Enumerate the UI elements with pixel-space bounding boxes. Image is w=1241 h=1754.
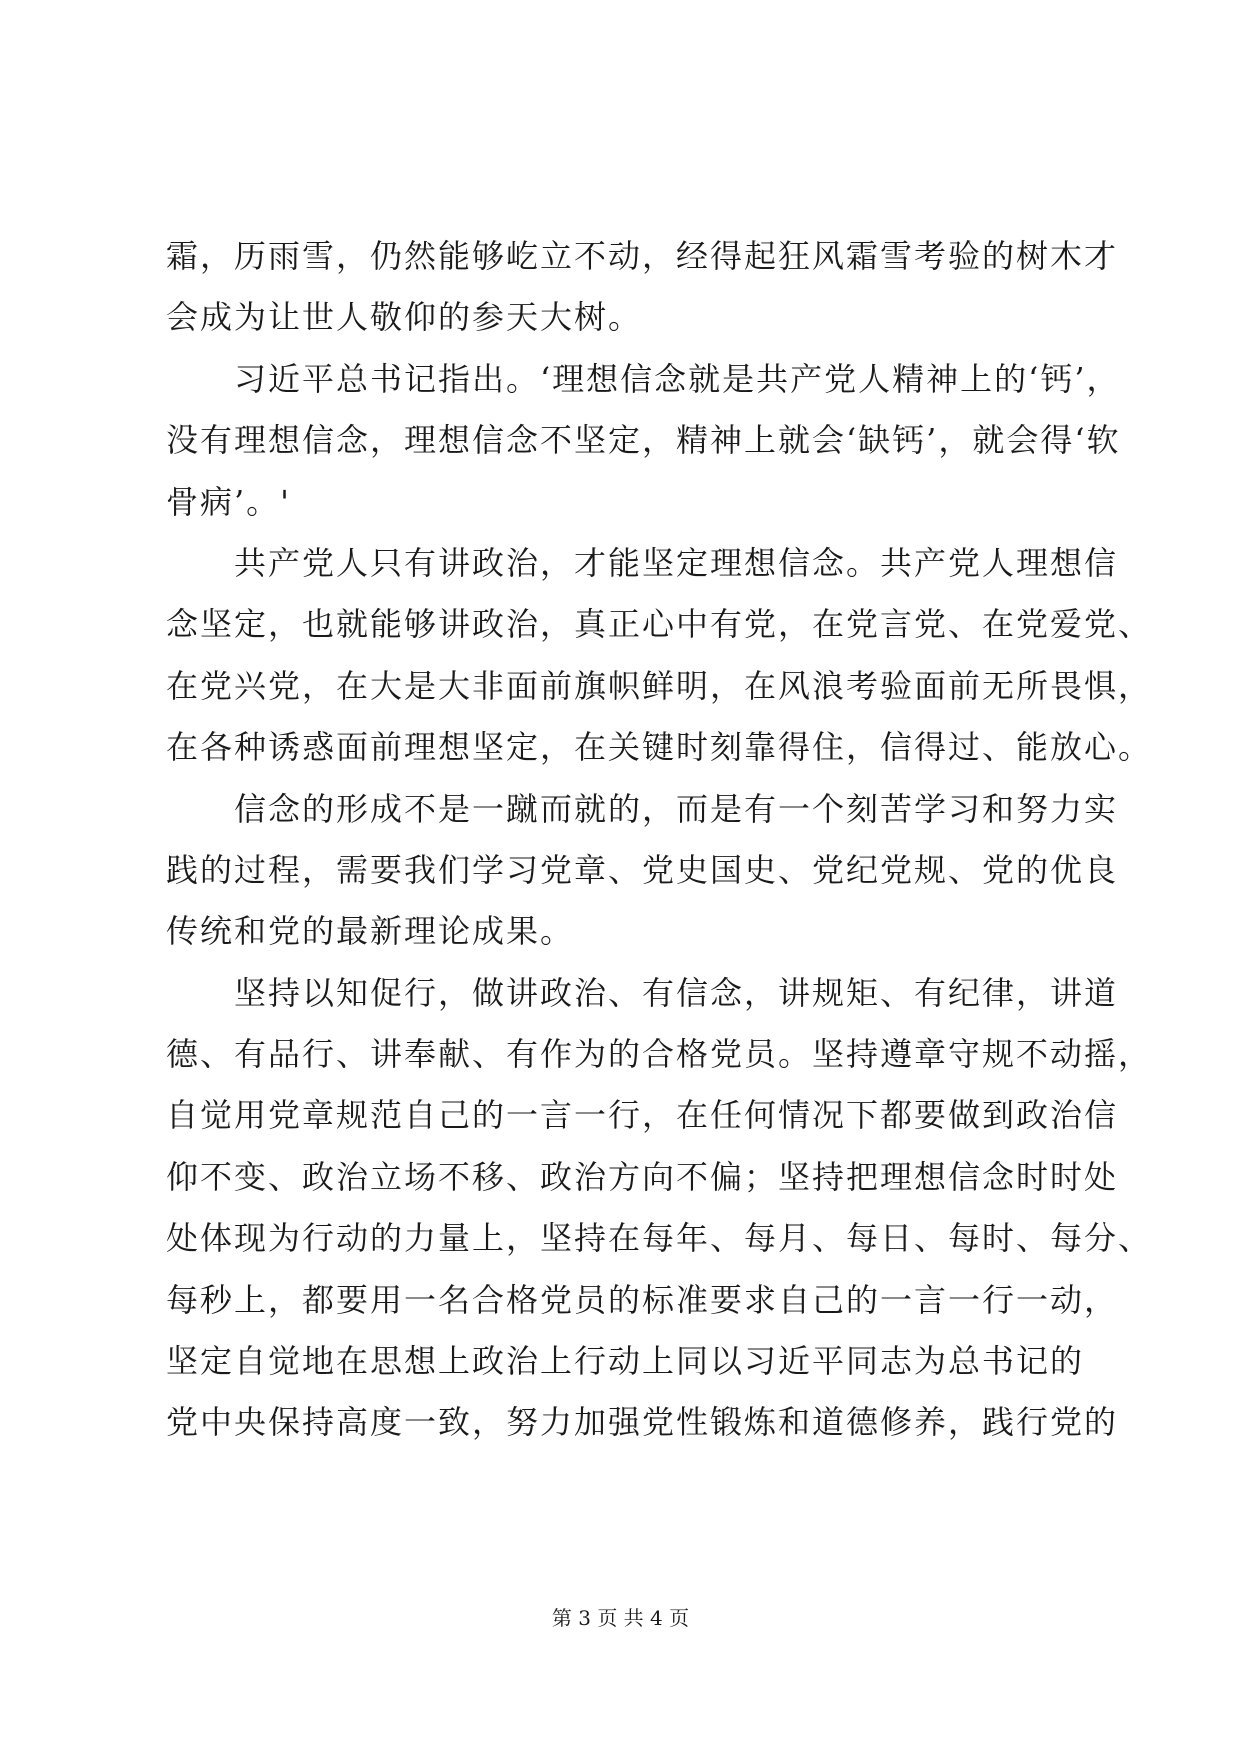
- text-line: 自觉用党章规范自己的一言一行，在任何情况下都要做到政治信: [166, 1096, 1119, 1135]
- text-line: 坚定自觉地在思想上政治上行动上同以习近平同志为总书记的: [166, 1342, 1085, 1381]
- text-line: 骨病’。': [166, 482, 291, 521]
- text-line: 仰不变、政治立场不移、政治方向不偏；坚持把理想信念时时处: [166, 1157, 1119, 1196]
- page-number-label: 第 3 页 共 4 页: [551, 1606, 690, 1630]
- text-line: 在各种诱惑面前理想坚定，在关键时刻靠得住，信得过、能放心。: [166, 728, 1153, 767]
- text-line: 共产党人只有讲政治，才能坚定理想信念。共产党人理想信: [166, 543, 1119, 582]
- text-line: 没有理想信念，理想信念不坚定，精神上就会‘缺钙’，就会得‘软: [166, 421, 1121, 460]
- text-line: 信念的形成不是一蹴而就的，而是有一个刻苦学习和努力实: [166, 789, 1119, 828]
- text-line: 每秒上，都要用一名合格党员的标准要求自己的一言一行一动，: [166, 1280, 1119, 1319]
- body-text: [166, 226, 1153, 1454]
- text-line: 会成为让世人敬仰的参天大树。: [166, 298, 643, 337]
- page-footer: [0, 1604, 1241, 1632]
- text-line: 处体现为行动的力量上，坚持在每年、每月、每日、每时、每分、: [166, 1219, 1153, 1258]
- text-line: 在党兴党，在大是大非面前旗帜鲜明，在风浪考验面前无所畏惧，: [166, 666, 1153, 705]
- text-line: 念坚定，也就能够讲政治，真正心中有党，在党言党、在党爱党、: [166, 605, 1153, 644]
- text-line: 传统和党的最新理论成果。: [166, 912, 575, 951]
- text-line: 践的过程，需要我们学习党章、党史国史、党纪党规、党的优良: [166, 850, 1119, 889]
- text-line: 习近平总书记指出。‘理想信念就是共产党人精神上的‘钙’，: [166, 359, 1121, 398]
- text-line: 坚持以知促行，做讲政治、有信念，讲规矩、有纪律，讲道: [166, 973, 1119, 1012]
- text-line: 德、有品行、讲奉献、有作为的合格党员。坚持遵章守规不动摇，: [166, 1035, 1153, 1074]
- text-line: 霜，历雨雪，仍然能够屹立不动，经得起狂风霜雪考验的树木才: [166, 237, 1119, 275]
- text-line: 党中央保持高度一致，努力加强党性锻炼和道德修养，践行党的: [166, 1403, 1119, 1442]
